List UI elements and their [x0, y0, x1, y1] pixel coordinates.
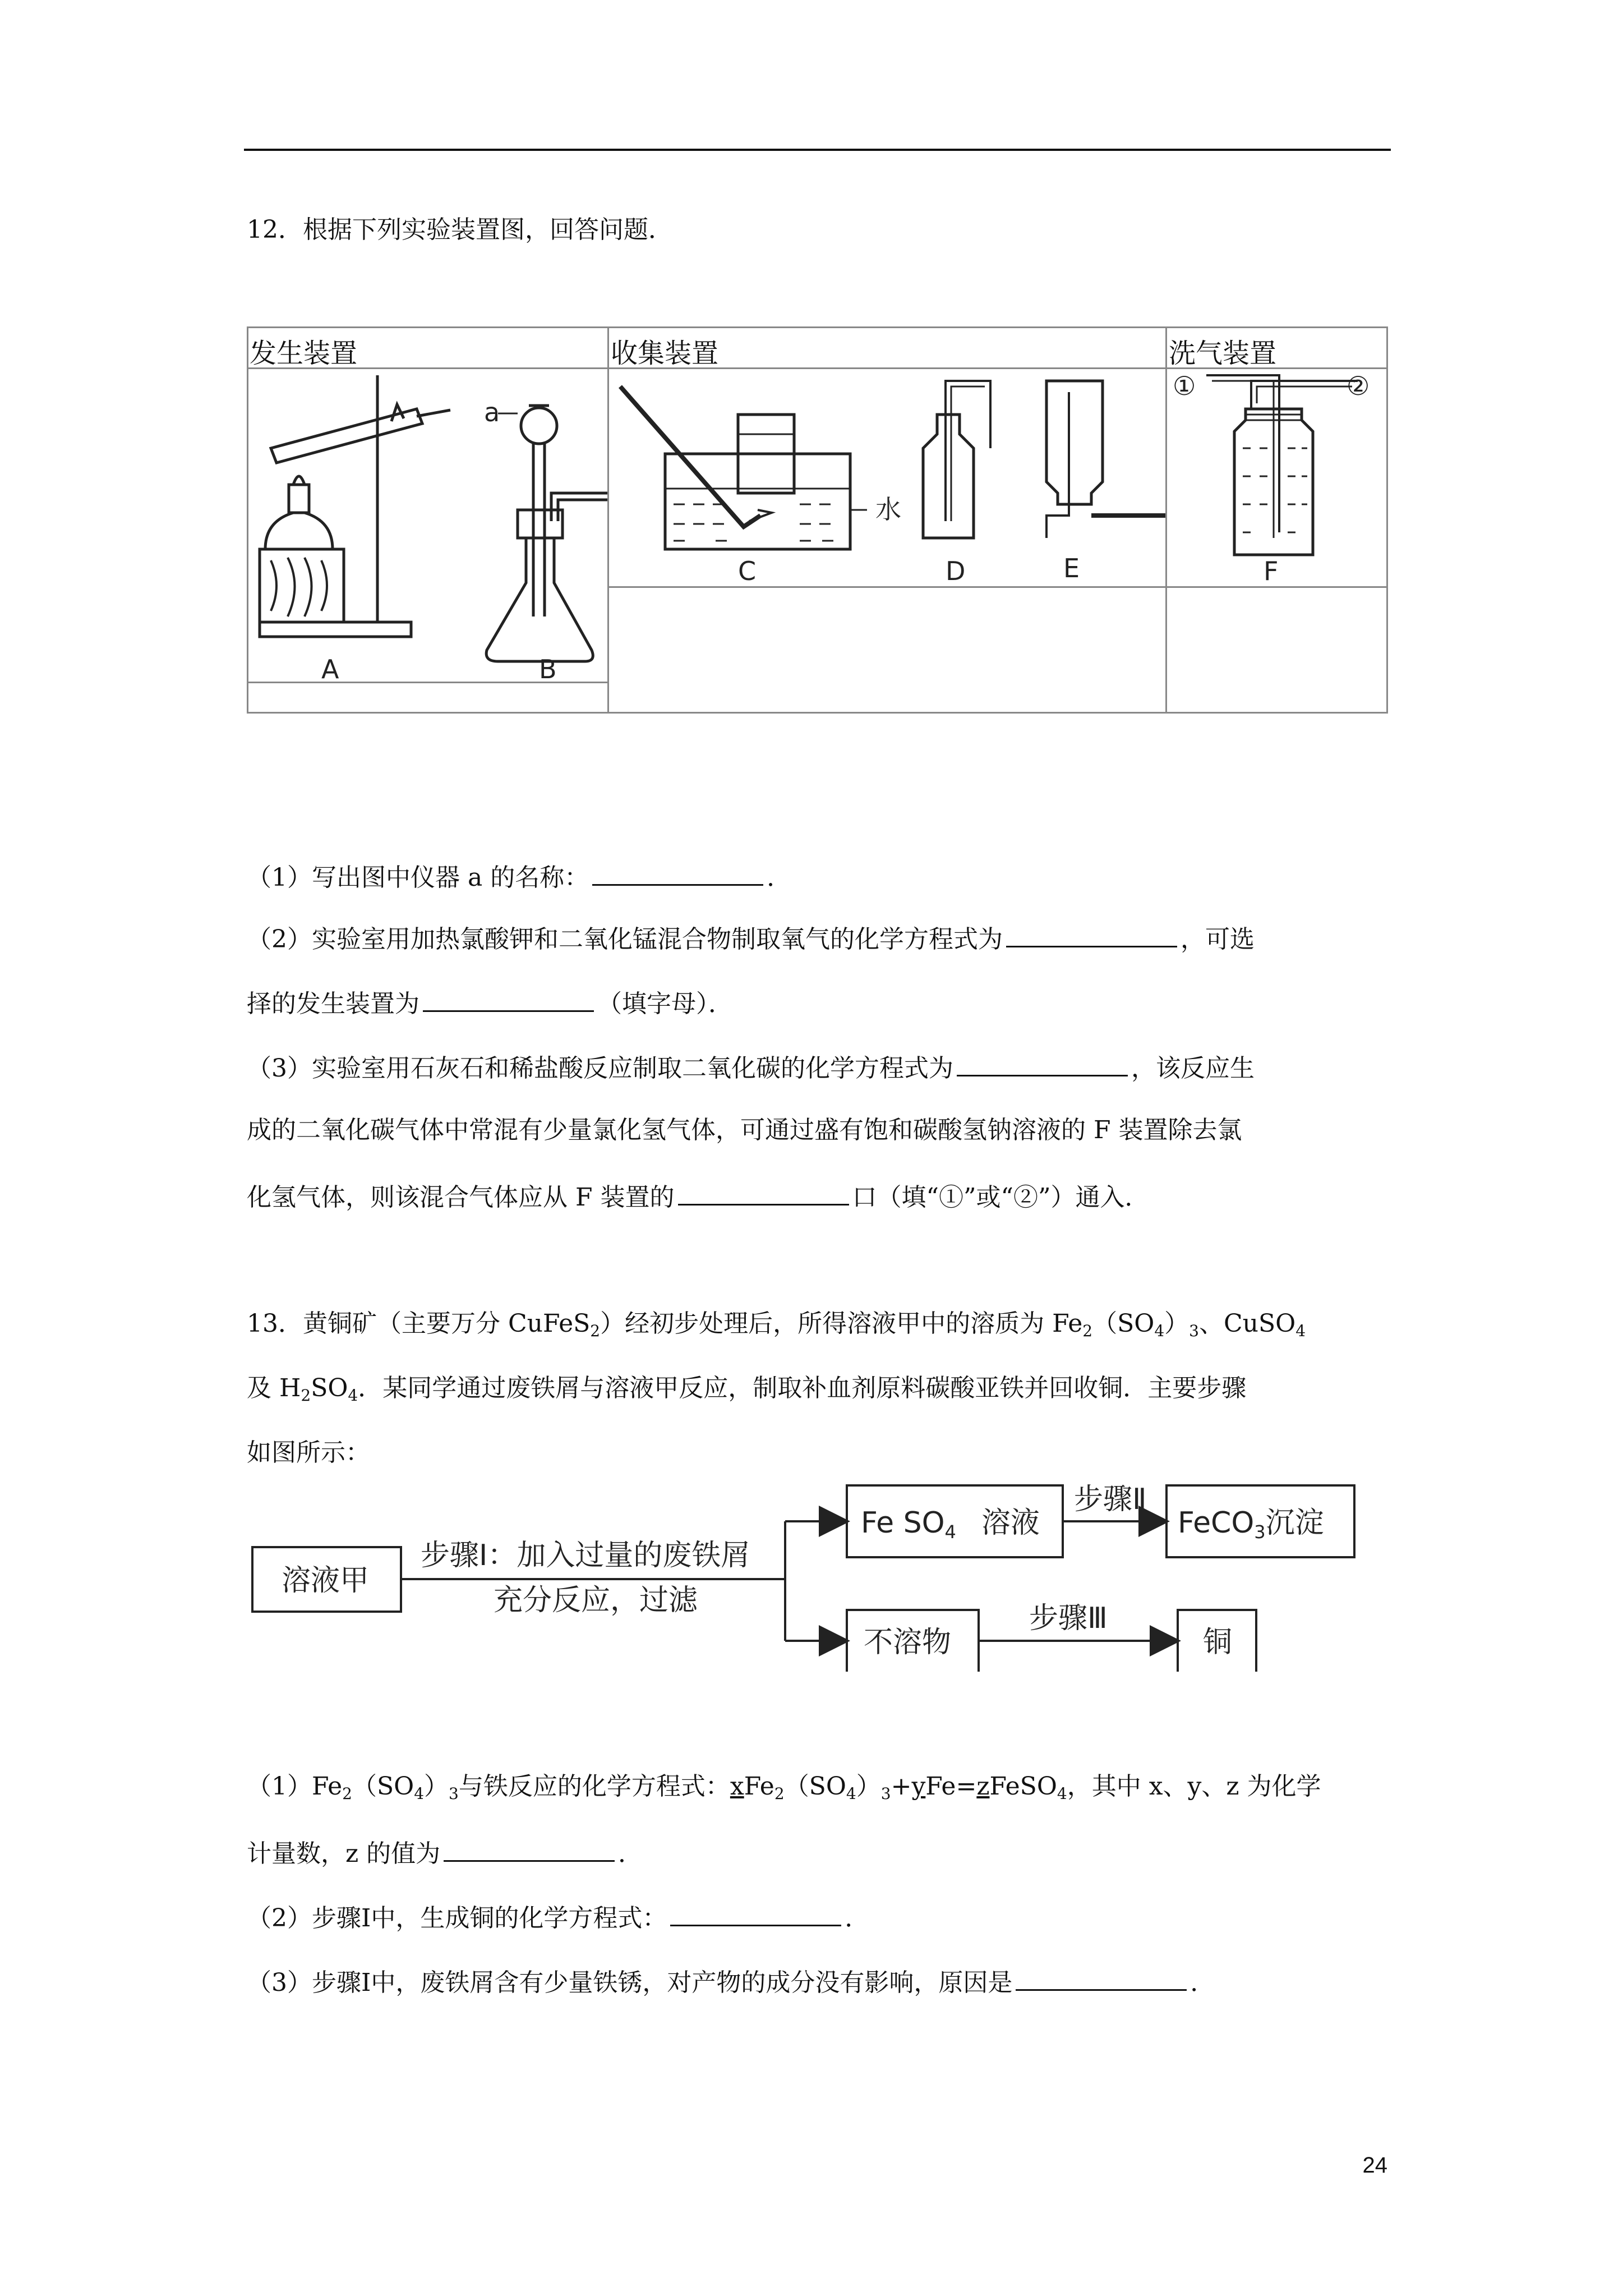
blank-oxygen-equation[interactable] [1006, 920, 1177, 947]
q13-part1-line2: 计量数，z 的值为 ． [247, 1834, 643, 1871]
q13-part1-line1: $(1)Fe_2(SO_4)_3$与铁反应的化学方程式：$xFe_2(SO_4)_3+yFe=zFeSO_4$，其中 x、y、z 为化学 [247, 1772, 1321, 1803]
gas-bottle-e [1046, 381, 1103, 504]
q13-line3: 如图所示： [247, 1438, 370, 1467]
header-washing: 洗气装置 [1169, 338, 1277, 369]
header-rule [244, 149, 1391, 151]
label-C: C [738, 556, 757, 586]
label-port1: ① [1173, 371, 1196, 401]
blank-instrument-a[interactable] [592, 858, 763, 886]
label-copper: 铜 [1203, 1626, 1233, 1659]
table-row-line-c [607, 586, 1165, 588]
label-feso4: Fe SO4 溶液 [861, 1506, 1040, 1543]
blank-copper-equation[interactable] [670, 1899, 841, 1926]
q12-part1: （1）写出图中仪器 a 的名称： ． [247, 858, 791, 895]
q12-part3-line3: 化氢气体，则该混合气体应从 F 装置的 口（填“①”或“②”）通入． [247, 1178, 1150, 1214]
label-A: A [321, 654, 339, 682]
table-row-line-a [248, 682, 607, 683]
header-collection: 收集装置 [611, 338, 719, 369]
q12-part2-line2: 择的发生装置为 （填字母）． [247, 984, 733, 1021]
process-flowchart [247, 1481, 1368, 1672]
blank-rust-reason[interactable] [1016, 1963, 1187, 1991]
blank-z-value[interactable] [444, 1834, 615, 1862]
label-D: D [946, 556, 966, 586]
alcohol-lamp [265, 513, 333, 549]
flask-stopper [518, 510, 562, 538]
label-E: E [1063, 553, 1080, 583]
apparatus-a-b-figure [248, 370, 607, 682]
conical-flask [486, 538, 593, 661]
header-generation: 发生装置 [250, 338, 358, 369]
test-tube [271, 409, 422, 463]
blank-co2-equation[interactable] [957, 1049, 1128, 1076]
table-row-line-f [1165, 586, 1386, 588]
q12-part3-line2: 成的二氧化碳气体中常混有少量氯化氢气体，可通过盛有饱和碳酸氢钠溶液的 F 装置除去氯 [247, 1116, 1242, 1144]
q13-line1: 13．黄铜矿（主要万分 CuFeS$_2$）经初步处理后，所得溶液甲中的溶质为 $Fe_2(SO_4)_3$、CuSO$_4$ [247, 1309, 1306, 1340]
q12-part2-line1: （2）实验室用加热氯酸钾和二氧化锰混合物制取氧气的化学方程式为 ，可选 [247, 920, 1255, 956]
label-insoluble: 不溶物 [864, 1626, 952, 1659]
gas-bottle-d [923, 415, 974, 538]
blank-inlet-port[interactable] [678, 1178, 849, 1205]
label-step1-line2: 充分反应，过滤 [494, 1584, 698, 1617]
thistle-funnel [521, 408, 557, 444]
label-feco3: FeCO3沉淀 [1178, 1506, 1324, 1543]
label-step2: 步骤Ⅱ [1074, 1483, 1147, 1516]
tube-port2 [1206, 375, 1279, 532]
label-step1-line1: 步骤Ⅰ：加入过量的废铁屑 [421, 1539, 750, 1572]
q13-part3: （3）步骤Ⅰ中，废铁屑含有少量铁锈，对产物的成分没有影响，原因是 ． [247, 1963, 1215, 2000]
label-port2: ② [1347, 371, 1370, 401]
q12-title: 12．根据下列实验装置图，回答问题． [247, 215, 673, 244]
page-number: 24 [1362, 2153, 1387, 2178]
wood-block [260, 549, 344, 622]
label-a: a [484, 397, 500, 427]
apparatus-table [247, 326, 1388, 714]
label-B: B [539, 654, 557, 682]
tube-port1 [1251, 381, 1358, 409]
apparatus-c-d-e-figure [609, 370, 1165, 586]
apparatus-f-figure [1167, 370, 1386, 586]
stand-base [260, 622, 411, 637]
blank-generation-apparatus[interactable] [423, 984, 594, 1012]
label-solution-jia: 溶液甲 [282, 1564, 370, 1598]
q12-part3-line1: （3）实验室用石灰石和稀盐酸反应制取二氧化碳的化学方程式为 ，该反应生 [247, 1049, 1255, 1085]
label-step3: 步骤Ⅲ [1029, 1602, 1108, 1635]
q13-part2: （2）步骤Ⅰ中，生成铜的化学方程式： ． [247, 1899, 869, 1935]
q13-line2: 及 $H_2SO_4$．某同学通过废铁屑与溶液甲反应，制取补血剂原料碳酸亚铁并回收铜．主要步骤 [247, 1374, 1247, 1405]
label-water: 水 [875, 494, 901, 524]
label-F: F [1264, 556, 1279, 586]
